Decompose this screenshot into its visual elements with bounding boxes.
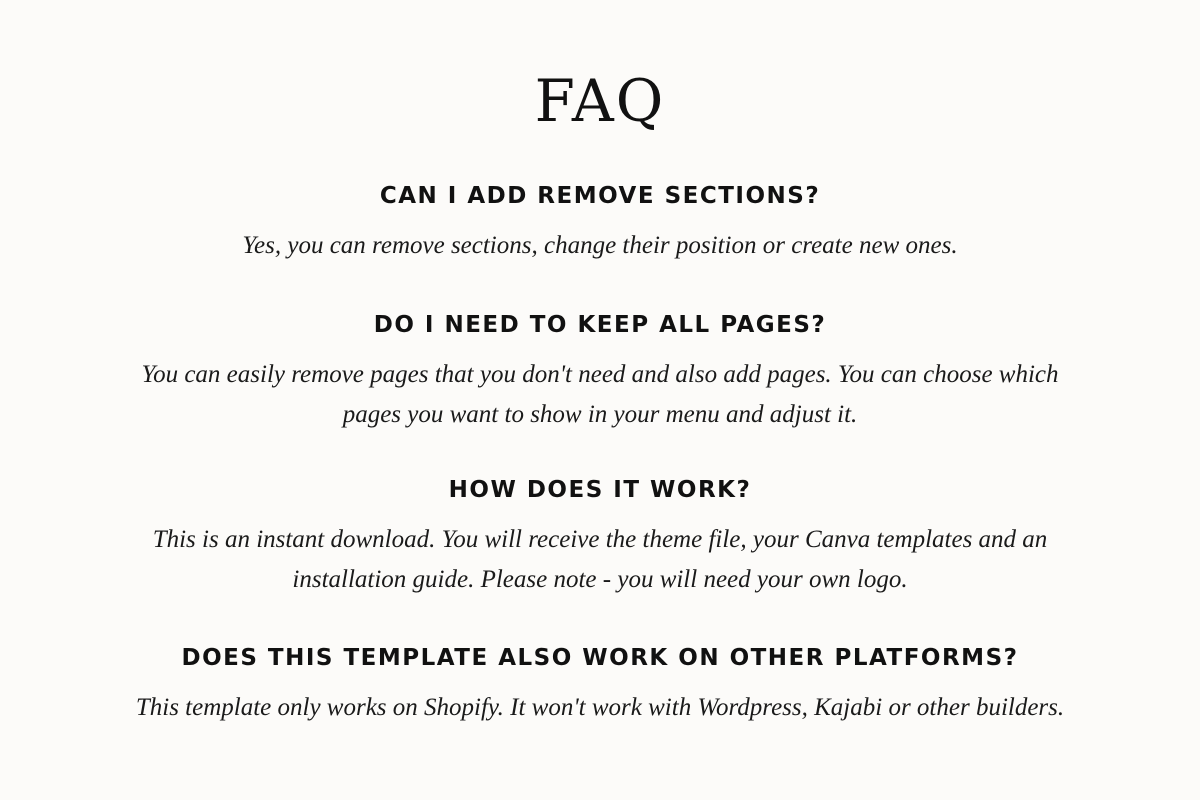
faq-item — [0, 182, 1200, 266]
faq-question: CAN I ADD REMOVE SECTIONS? — [379, 183, 821, 209]
faq-item — [0, 476, 1200, 600]
faq-question: HOW DOES IT WORK? — [448, 477, 752, 503]
faq-answer: This is an instant download. You will receive the theme file, your Canva templates and an installation guide. Please note - you will need your own logo. — [152, 526, 1048, 593]
faq-answer: Yes, you can remove sections, change their position or create new ones. — [242, 232, 958, 259]
faq-question: DOES THIS TEMPLATE ALSO WORK ON OTHER PLATFORMS? — [181, 645, 1019, 671]
faq-answer: You can easily remove pages that you don't need and also add pages. You can choose which pages you want to show in your menu and adjust it. — [141, 361, 1059, 428]
faq-answer: This template only works on Shopify. It won't work with Wordpress, Kajabi or other builders. — [135, 694, 1065, 721]
faq-item — [0, 311, 1200, 435]
faq-item — [0, 644, 1200, 728]
page-title: FAQ — [534, 67, 666, 135]
faq-question: DO I NEED TO KEEP ALL PAGES? — [373, 312, 827, 338]
